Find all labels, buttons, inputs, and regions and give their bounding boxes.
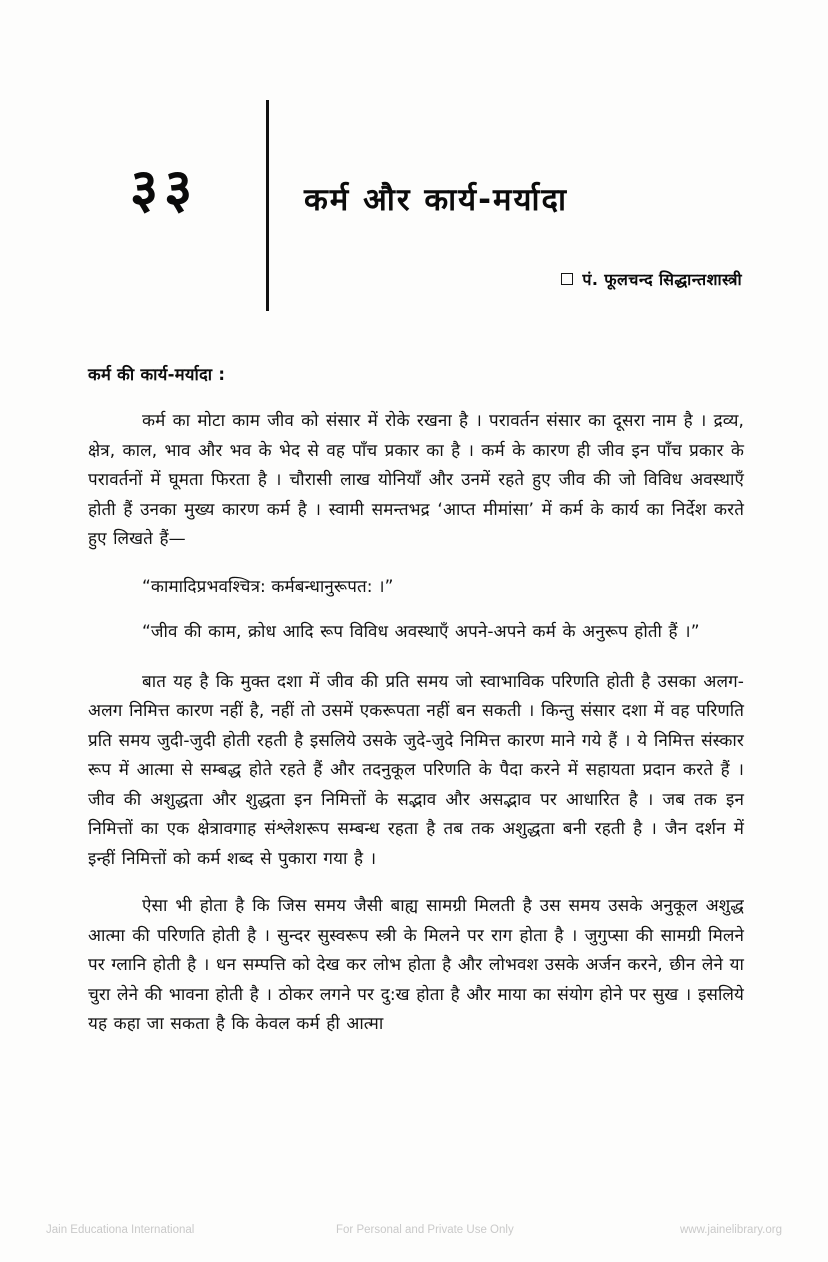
chapter-number: ३३: [130, 157, 199, 220]
paragraph-3: ऐसा भी होता है कि जिस समय जैसी बाह्य सामग्री मिलती है उस समय उसके अनुकूल अशुद्ध आत्मा की परिणति होती है । सुन्दर सुस्वरूप स्त्री के मिलने पर राग होता है । जुगुप्सा की सामग्री मिलने पर ग्लानि होती है । धन सम्पत्ति को देख कर लोभ होता है और लोभवश उसके अर्जन करने, छीन लेने या चुरा लेने की भावना होती है । ठोकर लगने पर दु:ख होता है और माया का संयोग होने पर सुख । इसलिये यह कहा जा सकता है कि केवल कर्म ही आत्मा: [88, 896, 745, 1034]
paragraph-1: कर्म का मोटा काम जीव को संसार में रोके रखना है । परावर्तन संसार का दूसरा नाम है । द्रव्य, क्षेत्र, काल, भाव और भव के भेद से वह पाँच प्रकार का है । कर्म के कारण ही जीव इन पाँच प्रकार के परावर्तनों में घूमता फिरता है । चौरासी लाख योनियाँ और उनमें रहते हुए जीव की जो विविध अवस्थाएँ होती हैं उनका मुख्य कारण कर्म है । स्वामी समन्तभद्र ‘आप्त मीमांसा’ में कर्म के कार्य का निर्देश करते हुए लिखते हैं—: [88, 411, 744, 549]
author-byline: [561, 268, 742, 290]
section-heading: कर्म की कार्य-मर्यादा :: [88, 365, 226, 384]
author-name: पं. फूलचन्द सिद्धान्तशास्त्री: [582, 270, 742, 289]
sanskrit-verse: “कामादिप्रभवश्चित्र: कर्मबन्धानुरूपत: ।”: [142, 576, 394, 597]
chapter-masthead: [88, 100, 748, 315]
page-footer: [0, 1218, 828, 1242]
footer-organization: Jain Educationa International: [46, 1224, 195, 1236]
footer-usage-notice: For Personal and Private Use Only: [336, 1224, 514, 1236]
chapter-title: कर्म और कार्य-मर्यादा: [304, 182, 569, 218]
article-body: [88, 362, 744, 1040]
paragraph-2: बात यह है कि मुक्त दशा में जीव की प्रति समय जो स्वाभाविक परिणति होती है उसका अलग-अलग निमित्त कारण नहीं है, नहीं तो उसमें एकरूपता नहीं बन सकती । किन्तु संसार दशा में वह परिणति प्रति समय जुदी-जुदी होती रहती है इसलिये उसके जुदे-जुदे निमित्त कारण माने गये हैं । ये निमित्त संस्कार रूप में आत्मा से सम्बद्ध होते रहते हैं और तदनुकूल परिणति के पैदा करने में सहायता प्रदान करते हैं । जीव की अशुद्धता और शुद्धता इन निमित्तों के सद्भाव और असद्भाव पर आधारित है । जब तक इन निमित्तों का एक क्षेत्रावगाह संश्लेशरूप सम्बन्ध रहता है तब तक अशुद्धता बनी रहती है । जैन दर्शन में इन्हीं निमित्तों को कर्म शब्द से पुकारा गया है ।: [88, 671, 744, 869]
vertical-divider-rule: [266, 100, 269, 311]
hollow-square-bullet-icon: [561, 273, 573, 285]
footer-website[interactable]: www.jainelibrary.org: [679, 1224, 782, 1236]
verse-translation: “जीव की काम, क्रोध आदि रूप विविध अवस्थाएँ अपने-अपने कर्म के अनुरूप होती हैं ।”: [142, 622, 700, 642]
